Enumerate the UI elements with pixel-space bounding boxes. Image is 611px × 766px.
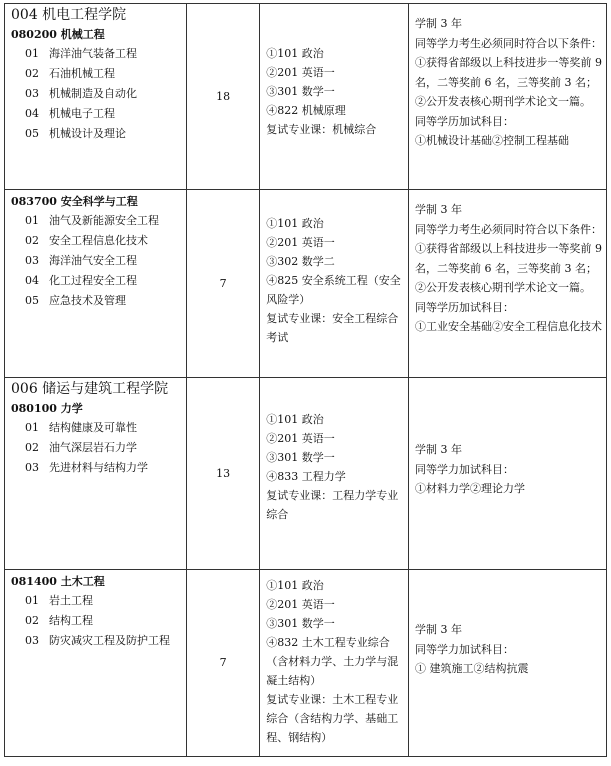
direction-item: 05 机械设计及理论 [25,127,126,140]
exam-subjects-cell [260,378,409,570]
direction-item: 01 油气及新能源安全工程 [25,214,159,227]
exam-subject: ③301 数学一 [266,451,335,464]
direction-item: 01 岩土工程 [25,594,93,607]
school-title: 004 机电工程学院 [11,7,127,23]
admission-table [4,3,607,757]
note-line: 同等学历加试科目： [415,114,514,128]
direction-item: 03 先进材料与结构力学 [25,461,148,474]
note-line: ① 建筑施工②结构抗震 [415,662,529,675]
exam-subject: ④833 工程力学 [266,470,346,483]
notes-cell [409,570,607,757]
exam-subject: ④825 安全系统工程（安全风险学） [266,274,401,306]
exam-subject: ③301 数学一 [266,617,335,630]
direction-item: 05 应急技术及管理 [25,294,126,307]
note-line: 学制 3 年 [415,203,462,216]
major-title: 080100 力学 [11,402,83,415]
direction-item: 03 防灾减灾工程及防护工程 [25,634,170,647]
direction-item: 03 海洋油气安全工程 [25,254,137,267]
note-line: 同等学力考生必须同时符合以下条件： [415,222,602,236]
note-line: 同等学力考生必须同时符合以下条件： [415,36,602,50]
exam-subject: ①101 政治 [266,413,324,426]
direction-item: 02 油气深层岩石力学 [25,441,137,454]
exam-subjects-cell [260,190,409,378]
direction-item: 03 机械制造及自动化 [25,87,137,100]
exam-subject: 复试专业课：土木工程专业综合（含结构力学、基础工程、钢结构） [266,693,399,744]
note-line: 学制 3 年 [415,443,462,456]
exam-subject: ①101 政治 [266,217,324,230]
table-row [5,4,607,190]
direction-item: 02 石油机械工程 [25,67,115,80]
direction-item: 01 结构健康及可靠性 [25,421,137,434]
note-line: ①获得省部级以上科技进步一等奖前 9 名，二等奖前 6 名，三等奖前 3 名； [415,242,602,275]
note-line: 学制 3 年 [415,623,462,636]
direction-item: 04 化工过程安全工程 [25,274,137,287]
note-line: ①材料力学②理论力学 [415,482,525,495]
major-cell [5,4,187,190]
direction-item: 04 机械电子工程 [25,107,115,120]
exam-subject: 复试专业课：工程力学专业综合 [266,489,399,521]
exam-subject: ②201 英语一 [266,66,335,79]
note-line: ②公开发表核心期刊学术论文一篇。 [415,281,591,294]
exam-subject: ②201 英语一 [266,432,335,445]
note-line: ②公开发表核心期刊学术论文一篇。 [415,95,591,108]
enrollment-count: 13 [186,378,259,570]
exam-subject: ①101 政治 [266,579,324,592]
direction-item: 02 安全工程信息化技术 [25,234,148,247]
notes-cell [409,190,607,378]
note-line: ①获得省部级以上科技进步一等奖前 9 名，二等奖前 6 名，三等奖前 3 名； [415,56,602,89]
major-title: 080200 机械工程 [11,28,105,41]
exam-subject: 复试专业课：安全工程综合考试 [266,312,399,344]
major-cell [5,190,187,378]
exam-subject: ④822 机械原理 [266,104,346,117]
exam-subjects-cell [260,570,409,757]
notes-cell [409,378,607,570]
major-title: 081400 土木工程 [11,575,105,588]
enrollment-count: 7 [186,190,259,378]
note-line: 同等学力加试科目： [415,642,514,656]
exam-subject: ③301 数学一 [266,85,335,98]
exam-subject: ②201 英语一 [266,598,335,611]
exam-subject: ①101 政治 [266,47,324,60]
table-row [5,378,607,570]
note-line: 同等学历加试科目： [415,300,514,314]
exam-subject: ③302 数学二 [266,255,335,268]
note-line: 学制 3 年 [415,17,462,30]
note-line: ①工业安全基础②安全工程信息化技术 [415,320,602,333]
major-title: 083700 安全科学与工程 [11,195,138,208]
exam-subject: ④832 土木工程专业综合（含材料力学、土力学与混凝土结构） [266,636,399,687]
enrollment-count: 18 [186,4,259,190]
note-line: 同等学力加试科目： [415,462,514,476]
enrollment-count: 7 [186,570,259,757]
table-row [5,570,607,757]
major-cell [5,570,187,757]
school-title: 006 储运与建筑工程学院 [11,381,169,397]
major-cell [5,378,187,570]
table-row [5,190,607,378]
note-line: ①机械设计基础②控制工程基础 [415,134,569,147]
exam-subjects-cell [260,4,409,190]
notes-cell [409,4,607,190]
direction-item: 02 结构工程 [25,614,93,627]
exam-subject: 复试专业课：机械综合 [266,123,377,136]
direction-item: 01 海洋油气装备工程 [25,47,137,60]
exam-subject: ②201 英语一 [266,236,335,249]
